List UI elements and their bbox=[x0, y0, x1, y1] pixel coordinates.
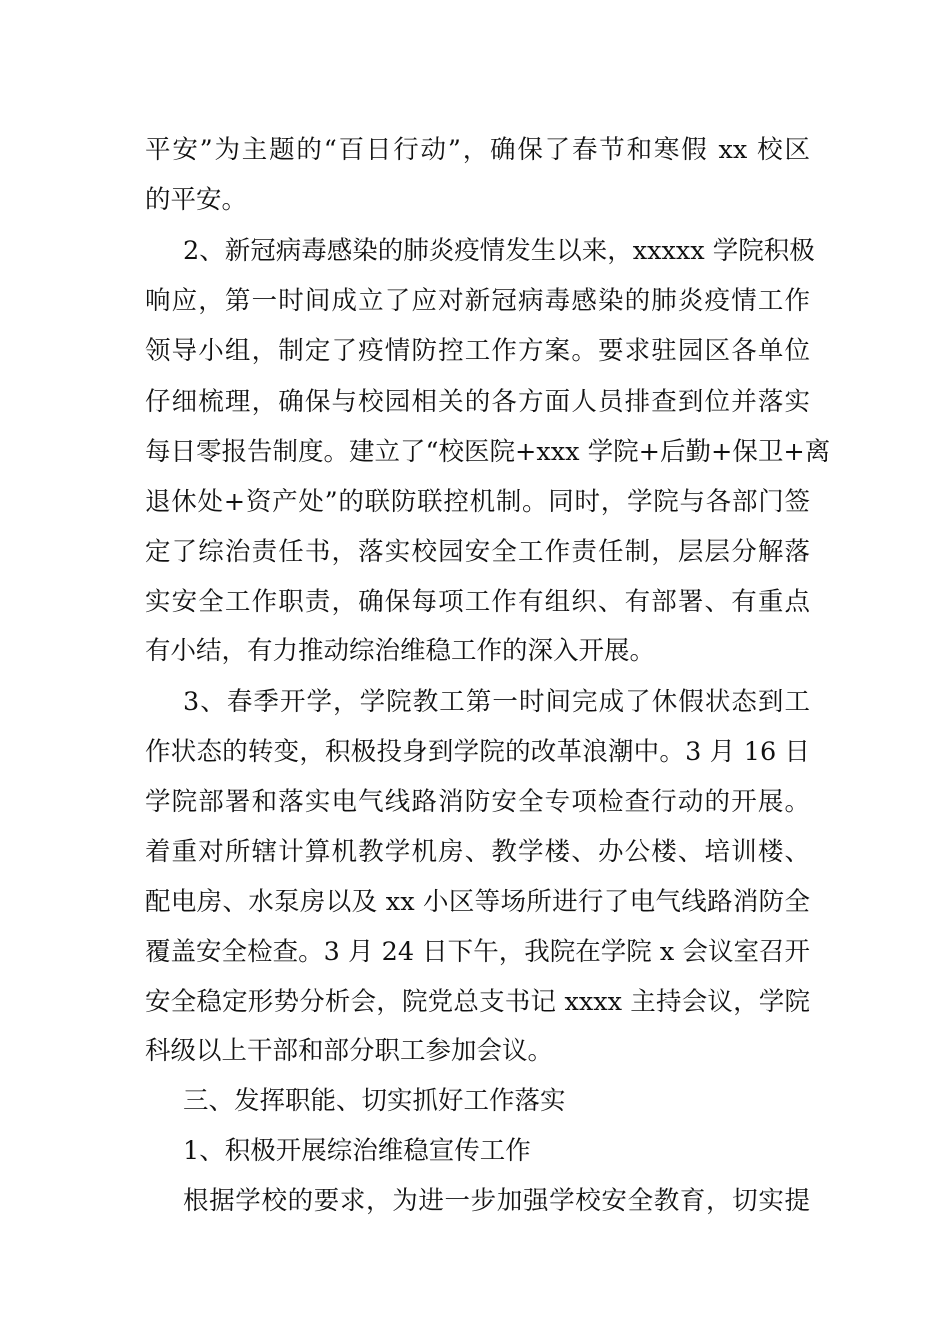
text-line: 的平安。 bbox=[145, 185, 248, 215]
text-line: 仔细梳理，确保与校园相关的各方面人员排查到位并落实 bbox=[145, 387, 810, 417]
text-line: 根据学校的要求，为进一步加强学校安全教育，切实提 bbox=[183, 1186, 810, 1216]
text-line: 作状态的转变，积极投身到学院的改革浪潮中。3 月 16 日 bbox=[145, 737, 810, 767]
text-line: 科级以上干部和部分职工参加会议。 bbox=[145, 1036, 554, 1066]
text-line: 实安全工作职责，确保每项工作有组织、有部署、有重点 bbox=[145, 587, 810, 617]
section-heading: 三、发挥职能、切实抓好工作落实 bbox=[183, 1086, 566, 1116]
text-line: 安全稳定形势分析会，院党总支书记 xxxx 主持会议，学院 bbox=[145, 987, 810, 1017]
text-line: 学院部署和落实电气线路消防安全专项检查行动的开展。 bbox=[145, 787, 810, 817]
text-line: 平安”为主题的“百日行动”，确保了春节和寒假 xx 校区 bbox=[145, 135, 810, 165]
text-line: 着重对所辖计算机教学机房、教学楼、办公楼、培训楼、 bbox=[145, 837, 810, 867]
text-line: 2、新冠病毒感染的肺炎疫情发生以来，xxxxx 学院积极 bbox=[183, 236, 815, 266]
text-line: 配电房、水泵房以及 xx 小区等场所进行了电气线路消防全 bbox=[145, 887, 810, 917]
subsection-heading: 1、积极开展综治维稳宣传工作 bbox=[183, 1136, 531, 1166]
text-line: 响应，第一时间成立了应对新冠病毒感染的肺炎疫情工作 bbox=[145, 286, 810, 316]
text-line: 3、春季开学，学院教工第一时间完成了休假状态到工 bbox=[183, 687, 810, 717]
text-line: 覆盖安全检查。3 月 24 日下午，我院在学院 x 会议室召开 bbox=[145, 937, 810, 967]
text-line: 退休处+资产处”的联防联控机制。同时，学院与各部门签 bbox=[145, 487, 810, 517]
text-line: 每日零报告制度。建立了“校医院+xxx 学院+后勤+保卫+离 bbox=[145, 437, 831, 467]
text-line: 有小结，有力推动综治维稳工作的深入开展。 bbox=[145, 636, 656, 666]
text-line: 领导小组，制定了疫情防控工作方案。要求驻园区各单位 bbox=[145, 336, 810, 366]
text-line: 定了综治责任书，落实校园安全工作责任制，层层分解落 bbox=[145, 537, 810, 567]
